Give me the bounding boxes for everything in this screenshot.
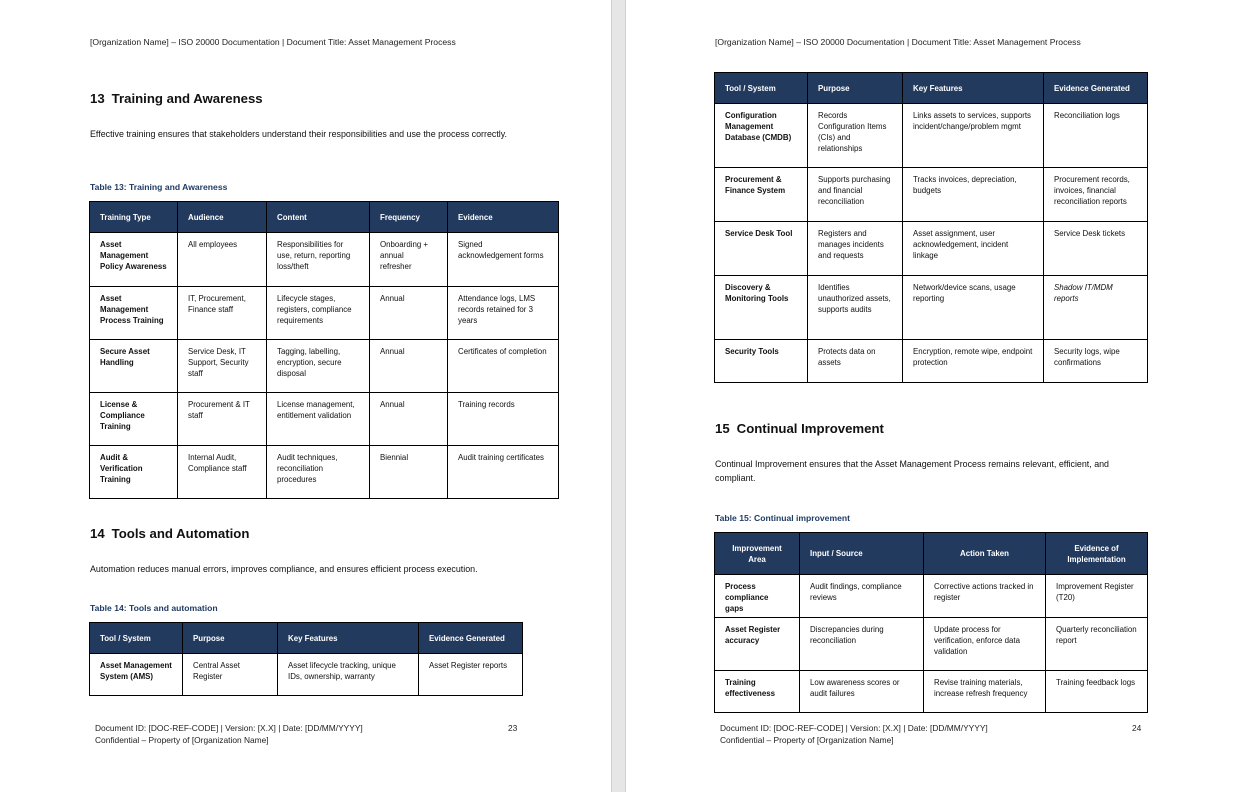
table-cell: Audit training certificates [448,446,559,499]
table-cell: Training records [448,393,559,446]
page-number: 23 [508,723,518,733]
table-cell: Protects data on assets [808,340,903,383]
table-cell: Reconciliation logs [1044,104,1148,168]
table-header-row [90,202,559,233]
page-header: [Organization Name] – ISO 20000 Documentation | Document Title: Asset Management Process [715,37,1081,47]
table-cell: Procurement records, invoices, financial reconciliation reports [1044,168,1148,222]
table-cell: All employees [178,233,267,287]
table-cell: Asset Register reports [419,654,523,696]
column-header: Tool / System [715,73,808,104]
table-cell: Audit findings, compliance reviews [800,575,924,618]
table-header-row [715,533,1148,575]
table-cell: Security logs, wipe confirmations [1044,340,1148,383]
table-cell: Corrective actions tracked in register [924,575,1046,618]
table-cell: License & Compliance Training [90,393,178,446]
table-cell: Secure Asset Handling [90,340,178,393]
table-cell: Service Desk, IT Support, Security staff [178,340,267,393]
table-cell: Network/device scans, usage reporting [903,276,1044,340]
table-cell: Discrepancies during reconciliation [800,618,924,671]
table-cell: Procurement & IT staff [178,393,267,446]
column-header: Purpose [183,623,278,654]
table-cell: Process compliance gaps [715,575,800,618]
table-cell: Configuration Management Database (CMDB) [715,104,808,168]
table-cell: Audit & Verification Training [90,446,178,499]
table-cell: Encryption, remote wipe, endpoint protection [903,340,1044,383]
table-14-caption: Table 14: Tools and automation [90,603,218,613]
table-cell: Asset lifecycle tracking, unique IDs, ownership, warranty [278,654,419,696]
table-row [715,104,1148,168]
footer-doc-info: Document ID: [DOC-REF-CODE] | Version: [X.X] | Date: [DD/MM/YYYY] [720,723,988,733]
page-23 [0,0,611,792]
column-header: Evidence Generated [1044,73,1148,104]
table-cell: Registers and manages incidents and requests [808,222,903,276]
table-cell: Training effectiveness [715,671,800,713]
column-header: Frequency [370,202,448,233]
table-cell: Annual [370,393,448,446]
table-cell: Records Configuration Items (CIs) and relationships [808,104,903,168]
table-header-row [715,73,1148,104]
page-24 [626,0,1237,792]
table-cell: Tracks invoices, depreciation, budgets [903,168,1044,222]
section-number: 14 [90,526,105,541]
footer-doc-info: Document ID: [DOC-REF-CODE] | Version: [X.X] | Date: [DD/MM/YYYY] [95,723,363,733]
table-cell: Central Asset Register [183,654,278,696]
column-header: Audience [178,202,267,233]
section-number: 13 [90,91,105,106]
section-14-heading [90,526,249,541]
table-cell: Asset Management System (AMS) [90,654,183,696]
column-header: Key Features [903,73,1044,104]
column-header: Tool / System [90,623,183,654]
table-cell: Asset Management Policy Awareness [90,233,178,287]
table-cell: Audit techniques, reconciliation procedures [267,446,370,499]
table-cell: Low awareness scores or audit failures [800,671,924,713]
column-header: Action Taken [924,533,1046,575]
table-row [715,575,1148,618]
section-13-heading [90,91,263,106]
section-title: Continual Improvement [736,421,884,436]
footer-confidential: Confidential – Property of [Organization Name] [720,735,894,745]
table-14-tools-continued [714,72,1148,383]
section-title: Tools and Automation [111,526,250,541]
column-header: Evidence [448,202,559,233]
table-row [90,340,559,393]
table-cell: Links assets to services, supports incident/change/problem mgmt [903,104,1044,168]
table-cell: Annual [370,340,448,393]
table-row [715,340,1148,383]
table-cell: Lifecycle stages, registers, compliance requirements [267,287,370,340]
table-cell: Identifies unauthorized assets, supports audits [808,276,903,340]
table-cell: Tagging, labelling, encryption, secure disposal [267,340,370,393]
section-15-intro: Continual Improvement ensures that the Asset Management Process remains relevant, efficient, and compliant. [715,459,1109,483]
table-row [715,276,1148,340]
table-cell: Security Tools [715,340,808,383]
column-header: Key Features [278,623,419,654]
page-header: [Organization Name] – ISO 20000 Documentation | Document Title: Asset Management Process [90,37,456,47]
table-cell: License management, entitlement validation [267,393,370,446]
table-cell: Annual [370,287,448,340]
table-cell: Training feedback logs [1046,671,1148,713]
table-cell: Service Desk Tool [715,222,808,276]
table-cell: Asset Management Process Training [90,287,178,340]
table-cell: Attendance logs, LMS records retained for 3 years [448,287,559,340]
table-cell: Improvement Register (T20) [1046,575,1148,618]
section-14-intro: Automation reduces manual errors, improves compliance, and ensures efficient process execution. [90,564,478,574]
table-cell: Update process for verification, enforce data validation [924,618,1046,671]
table-cell: Supports purchasing and financial reconciliation [808,168,903,222]
column-header: Input / Source [800,533,924,575]
table-cell: Onboarding + annual refresher [370,233,448,287]
table-cell: Certificates of completion [448,340,559,393]
footer-confidential: Confidential – Property of [Organization Name] [95,735,269,745]
column-header: Evidence Generated [419,623,523,654]
table-row [715,618,1148,671]
table-row [90,393,559,446]
table-cell: Discovery & Monitoring Tools [715,276,808,340]
table-row [715,222,1148,276]
column-header: Improvement Area [715,533,800,575]
table-row [90,654,523,696]
table-row [90,446,559,499]
section-13-intro: Effective training ensures that stakeholders understand their responsibilities and use the process correctly. [90,129,508,139]
table-header-row [90,623,523,654]
table-cell: Asset Register accuracy [715,618,800,671]
table-row [715,168,1148,222]
table-cell: Service Desk tickets [1044,222,1148,276]
column-header: Content [267,202,370,233]
table-cell: Internal Audit, Compliance staff [178,446,267,499]
table-cell: Revise training materials, increase refresh frequency [924,671,1046,713]
table-13-training [89,201,559,499]
table-14-tools [89,622,523,696]
section-title: Training and Awareness [111,91,263,106]
page-number: 24 [1132,723,1142,733]
table-row [715,671,1148,713]
section-number: 15 [715,421,730,436]
table-row [90,233,559,287]
column-header: Purpose [808,73,903,104]
table-cell: Asset assignment, user acknowledgement, incident linkage [903,222,1044,276]
table-cell: Responsibilities for use, return, reporting loss/theft [267,233,370,287]
table-cell: Procurement & Finance System [715,168,808,222]
column-header: Training Type [90,202,178,233]
table-13-caption: Table 13: Training and Awareness [90,182,228,192]
table-cell: Signed acknowledgement forms [448,233,559,287]
table-cell: Quarterly reconciliation report [1046,618,1148,671]
table-cell: Biennial [370,446,448,499]
section-15-heading [715,421,884,436]
table-cell: Shadow IT/MDM reports [1044,276,1148,340]
table-row [90,287,559,340]
table-cell: IT, Procurement, Finance staff [178,287,267,340]
table-15-caption: Table 15: Continual improvement [715,513,850,523]
column-header: Evidence of Implementation [1046,533,1148,575]
table-15-improvement [714,532,1148,713]
